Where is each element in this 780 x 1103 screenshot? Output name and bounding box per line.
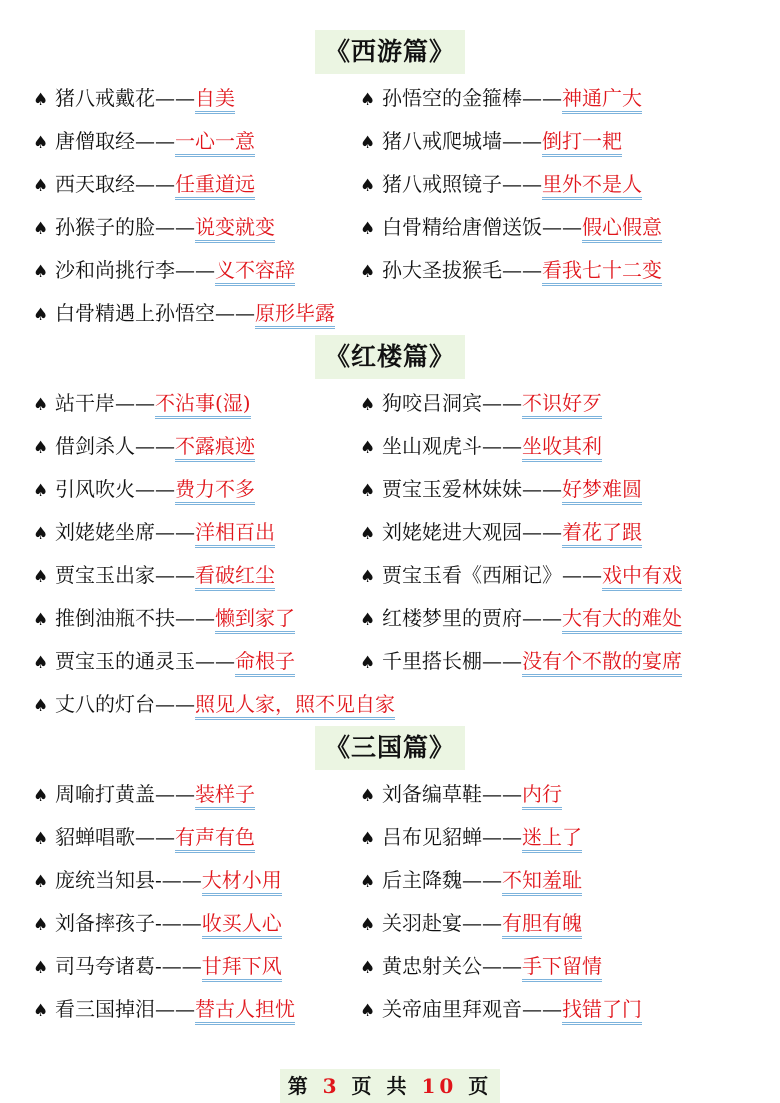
dash: —— [522, 86, 562, 110]
answer-text: 内行 [522, 781, 562, 810]
current-page: 3 [322, 1074, 341, 1098]
spade-icon: ♠ [33, 567, 49, 587]
xiehouyu-item [33, 816, 255, 859]
section-title-bar [0, 726, 780, 770]
dash: —— [502, 258, 542, 282]
xiehouyu-item [360, 902, 582, 945]
riddle-text: 贾宝玉看《西厢记》 [382, 563, 562, 587]
xiehouyu-item [33, 511, 275, 554]
riddle-text: 白骨精遇上孙悟空 [55, 301, 215, 325]
xiehouyu-item [360, 77, 642, 120]
answer-text: 不知羞耻 [502, 867, 582, 896]
dash: —— [482, 391, 522, 415]
dash: —— [175, 258, 215, 282]
spade-icon: ♠ [33, 90, 49, 110]
xiehouyu-item [33, 163, 255, 206]
xiehouyu-item [360, 640, 682, 683]
dash: —— [482, 649, 522, 673]
riddle-text: 庞统当知县 [55, 868, 155, 892]
spade-icon: ♠ [360, 481, 376, 501]
riddle-text: 刘备摔孩子 [55, 911, 155, 935]
dash: —— [462, 868, 502, 892]
dash: —— [522, 606, 562, 630]
dash: —— [155, 563, 195, 587]
list-row [0, 859, 780, 902]
footer-prefix: 第 [287, 1074, 312, 1098]
riddle-text: 看三国掉泪 [55, 997, 155, 1021]
xiehouyu-item [360, 773, 562, 816]
list-row [0, 120, 780, 163]
answer-text: 一心一意 [175, 128, 255, 157]
riddle-text: 猪八戒戴花 [55, 86, 155, 110]
list-row [0, 249, 780, 292]
answer-text: 看我七十二变 [542, 257, 662, 286]
answer-text: 看破红尘 [195, 562, 275, 591]
spade-icon: ♠ [360, 176, 376, 196]
answer-text: 里外不是人 [542, 171, 642, 200]
riddle-text: 千里搭长棚 [382, 649, 482, 673]
document-body [0, 30, 780, 1031]
riddle-text: 貂蝉唱歌 [55, 825, 135, 849]
answer-text: 有胆有魄 [502, 910, 582, 939]
list-row [0, 902, 780, 945]
riddle-text: 坐山观虎斗 [382, 434, 482, 458]
xiehouyu-item [33, 292, 335, 335]
spade-icon: ♠ [360, 829, 376, 849]
riddle-text: 孙悟空的金箍棒 [382, 86, 522, 110]
list-row [0, 163, 780, 206]
list-row [0, 77, 780, 120]
dash: —— [155, 86, 195, 110]
answer-text: 戏中有戏 [602, 562, 682, 591]
riddle-text: 红楼梦里的贾府 [382, 606, 522, 630]
dash: -—— [155, 911, 202, 935]
spade-icon: ♠ [33, 829, 49, 849]
answer-text: 手下留情 [522, 953, 602, 982]
riddle-text: 黄忠射关公 [382, 954, 482, 978]
riddle-text: 后主降魏 [382, 868, 462, 892]
answer-text: 任重道远 [175, 171, 255, 200]
spade-icon: ♠ [360, 610, 376, 630]
riddle-text: 吕布见貂蝉 [382, 825, 482, 849]
spade-icon: ♠ [33, 524, 49, 544]
page-indicator [280, 1069, 501, 1103]
riddle-text: 孙猴子的脸 [55, 215, 155, 239]
riddle-text: 推倒油瓶不扶 [55, 606, 175, 630]
dash: —— [155, 215, 195, 239]
spade-icon: ♠ [360, 567, 376, 587]
dash: —— [502, 129, 542, 153]
dash: —— [155, 997, 195, 1021]
dash: —— [522, 477, 562, 501]
xiehouyu-item [33, 683, 395, 726]
spade-icon: ♠ [33, 915, 49, 935]
list-row [0, 292, 780, 335]
dash: —— [135, 172, 175, 196]
footer-suffix: 页 [468, 1074, 493, 1098]
xiehouyu-item [360, 382, 602, 425]
xiehouyu-item [33, 249, 295, 292]
list-row [0, 945, 780, 988]
page-footer [0, 1069, 780, 1103]
answer-text: 自美 [195, 85, 235, 114]
dash: -—— [155, 954, 202, 978]
xiehouyu-item [360, 206, 662, 249]
riddle-text: 白骨精给唐僧送饭 [382, 215, 542, 239]
answer-text: 说变就变 [195, 214, 275, 243]
dash: —— [542, 215, 582, 239]
dash: —— [135, 129, 175, 153]
answer-text: 坐收其利 [522, 433, 602, 462]
xiehouyu-item [360, 597, 682, 640]
dash: -—— [155, 868, 202, 892]
spade-icon: ♠ [33, 1001, 49, 1021]
riddle-text: 贾宝玉爱林妹妹 [382, 477, 522, 501]
dash: —— [482, 825, 522, 849]
spade-icon: ♠ [33, 872, 49, 892]
spade-icon: ♠ [360, 262, 376, 282]
xiehouyu-item [360, 988, 642, 1031]
spade-icon: ♠ [33, 696, 49, 716]
spade-icon: ♠ [33, 438, 49, 458]
riddle-text: 关羽赴宴 [382, 911, 462, 935]
dash: —— [522, 520, 562, 544]
list-row [0, 683, 780, 726]
xiehouyu-item [33, 206, 275, 249]
spade-icon: ♠ [33, 653, 49, 673]
dash: —— [155, 782, 195, 806]
dash: —— [502, 172, 542, 196]
xiehouyu-item [360, 468, 642, 511]
dash: —— [482, 434, 522, 458]
section-title-bar [0, 335, 780, 379]
answer-text: 神通广大 [562, 85, 642, 114]
xiehouyu-item [33, 640, 295, 683]
section-title-bar [0, 30, 780, 74]
xiehouyu-item [33, 945, 282, 988]
riddle-text: 猪八戒照镜子 [382, 172, 502, 196]
dash: —— [135, 477, 175, 501]
spade-icon: ♠ [360, 786, 376, 806]
dash: —— [462, 911, 502, 935]
dash: —— [135, 825, 175, 849]
answer-text: 不沾事(湿) [155, 390, 251, 419]
xiehouyu-item [33, 120, 255, 163]
spade-icon: ♠ [360, 219, 376, 239]
xiehouyu-item [360, 859, 582, 902]
list-row [0, 640, 780, 683]
spade-icon: ♠ [33, 262, 49, 282]
xiehouyu-item [33, 77, 235, 120]
xiehouyu-item [360, 816, 582, 859]
riddle-text: 站干岸 [55, 391, 115, 415]
riddle-text: 刘备编草鞋 [382, 782, 482, 806]
section-title: 《西游篇》 [315, 30, 465, 74]
xiehouyu-item [33, 554, 275, 597]
dash: —— [482, 782, 522, 806]
answer-text: 找错了门 [562, 996, 642, 1025]
answer-text: 甘拜下风 [202, 953, 282, 982]
dash: —— [215, 301, 255, 325]
dash: —— [522, 997, 562, 1021]
answer-text: 不识好歹 [522, 390, 602, 419]
answer-text: 假心假意 [582, 214, 662, 243]
list-row [0, 425, 780, 468]
answer-text: 命根子 [235, 648, 295, 677]
section [0, 30, 780, 335]
riddle-text: 西天取经 [55, 172, 135, 196]
xiehouyu-item [360, 945, 602, 988]
riddle-text: 贾宝玉的通灵玉 [55, 649, 195, 673]
spade-icon: ♠ [360, 653, 376, 673]
list-row [0, 382, 780, 425]
riddle-text: 猪八戒爬城墙 [382, 129, 502, 153]
xiehouyu-item [33, 773, 255, 816]
answer-text: 原形毕露 [255, 300, 335, 329]
spade-icon: ♠ [360, 395, 376, 415]
riddle-text: 唐僧取经 [55, 129, 135, 153]
spade-icon: ♠ [33, 958, 49, 978]
spade-icon: ♠ [360, 1001, 376, 1021]
xiehouyu-item [33, 425, 255, 468]
list-row [0, 773, 780, 816]
list-row [0, 511, 780, 554]
xiehouyu-item [33, 382, 251, 425]
answer-text: 费力不多 [175, 476, 255, 505]
section-title: 《三国篇》 [315, 726, 465, 770]
answer-text: 替古人担忧 [195, 996, 295, 1025]
riddle-text: 狗咬吕洞宾 [382, 391, 482, 415]
spade-icon: ♠ [33, 305, 49, 325]
answer-text: 迷上了 [522, 824, 582, 853]
answer-text: 大材小用 [202, 867, 282, 896]
spade-icon: ♠ [360, 958, 376, 978]
answer-text: 着花了跟 [562, 519, 642, 548]
dash: —— [562, 563, 602, 587]
xiehouyu-item [360, 163, 642, 206]
xiehouyu-item [33, 597, 295, 640]
answer-text: 洋相百出 [195, 519, 275, 548]
spade-icon: ♠ [360, 438, 376, 458]
xiehouyu-item [360, 249, 662, 292]
riddle-text: 关帝庙里拜观音 [382, 997, 522, 1021]
riddle-text: 贾宝玉出家 [55, 563, 155, 587]
total-pages: 10 [421, 1074, 458, 1098]
xiehouyu-item [33, 902, 282, 945]
spade-icon: ♠ [33, 219, 49, 239]
footer-mid: 页 共 [351, 1074, 411, 1098]
xiehouyu-item [360, 120, 622, 163]
answer-text: 倒打一耙 [542, 128, 622, 157]
answer-text: 装样子 [195, 781, 255, 810]
dash: —— [135, 434, 175, 458]
dash: —— [175, 606, 215, 630]
section [0, 726, 780, 1031]
section-title: 《红楼篇》 [315, 335, 465, 379]
xiehouyu-item [33, 988, 295, 1031]
answer-text: 收买人心 [202, 910, 282, 939]
dash: —— [115, 391, 155, 415]
list-row [0, 206, 780, 249]
answer-text: 照见人家，照不见自家 [195, 691, 395, 720]
answer-text: 懒到家了 [215, 605, 295, 634]
spade-icon: ♠ [33, 481, 49, 501]
spade-icon: ♠ [360, 524, 376, 544]
xiehouyu-item [33, 468, 255, 511]
answer-text: 有声有色 [175, 824, 255, 853]
riddle-text: 刘姥姥坐席 [55, 520, 155, 544]
answer-text: 不露痕迹 [175, 433, 255, 462]
xiehouyu-item [360, 554, 682, 597]
answer-text: 大有大的难处 [562, 605, 682, 634]
list-row [0, 597, 780, 640]
answer-text: 义不容辞 [215, 257, 295, 286]
spade-icon: ♠ [360, 872, 376, 892]
dash: —— [482, 954, 522, 978]
list-row [0, 816, 780, 859]
spade-icon: ♠ [360, 915, 376, 935]
riddle-text: 沙和尚挑行李 [55, 258, 175, 282]
riddle-text: 丈八的灯台 [55, 692, 155, 716]
spade-icon: ♠ [33, 176, 49, 196]
riddle-text: 周喻打黄盖 [55, 782, 155, 806]
xiehouyu-item [33, 859, 282, 902]
riddle-text: 借剑杀人 [55, 434, 135, 458]
answer-text: 没有个不散的宴席 [522, 648, 682, 677]
xiehouyu-item [360, 425, 602, 468]
dash: —— [195, 649, 235, 673]
spade-icon: ♠ [360, 133, 376, 153]
xiehouyu-item [360, 511, 642, 554]
section [0, 335, 780, 726]
riddle-text: 引风吹火 [55, 477, 135, 501]
list-row [0, 468, 780, 511]
spade-icon: ♠ [360, 90, 376, 110]
riddle-text: 刘姥姥进大观园 [382, 520, 522, 544]
list-row [0, 988, 780, 1031]
answer-text: 好梦难圆 [562, 476, 642, 505]
spade-icon: ♠ [33, 395, 49, 415]
spade-icon: ♠ [33, 133, 49, 153]
riddle-text: 司马夸诸葛 [55, 954, 155, 978]
list-row [0, 554, 780, 597]
riddle-text: 孙大圣拔猴毛 [382, 258, 502, 282]
spade-icon: ♠ [33, 610, 49, 630]
spade-icon: ♠ [33, 786, 49, 806]
dash: —— [155, 520, 195, 544]
dash: —— [155, 692, 195, 716]
